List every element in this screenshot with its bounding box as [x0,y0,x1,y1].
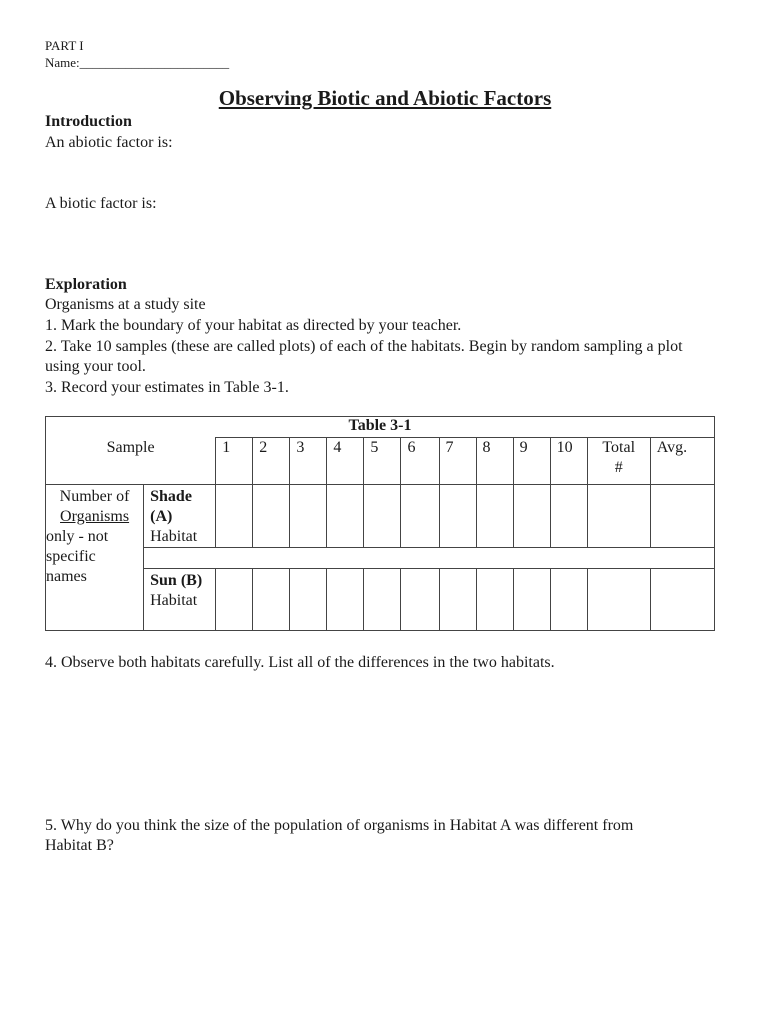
sun-avg-cell[interactable] [650,569,714,631]
plot-4-header: 4 [327,438,364,485]
plot-10-header: 10 [550,438,587,485]
shade-plot-5-cell[interactable] [364,485,401,548]
sun-plot-4-cell[interactable] [327,569,364,631]
table-caption: Table 3-1 [46,417,715,438]
shade-plot-2-cell[interactable] [253,485,290,548]
plot-3-header: 3 [290,438,327,485]
total-header-line-1: Total [602,439,636,456]
sun-plot-9-cell[interactable] [513,569,550,631]
sun-label-line-2: Habitat [150,592,198,609]
plot-1-header: 1 [216,438,253,485]
sample-header: Sample [46,438,216,485]
row-label-line-1: Number of [59,488,130,505]
step-2-line-1: 2. Take 10 samples (these are called plots) of each of the habitats. Begin by random sampling a plot [45,338,683,355]
sun-plot-2-cell[interactable] [253,569,290,631]
row-label-line-2: Organisms [60,508,130,525]
total-header-line-2: # [614,459,623,476]
shade-plot-8-cell[interactable] [476,485,513,548]
abiotic-factor-prompt: An abiotic factor is: [45,134,173,151]
shade-avg-cell[interactable] [650,485,714,548]
shade-plot-1-cell[interactable] [216,485,253,548]
sun-total-cell[interactable] [587,569,650,631]
sun-plot-3-cell[interactable] [290,569,327,631]
question-5-line-2: Habitat B? [45,837,114,854]
shade-plot-3-cell[interactable] [290,485,327,548]
sun-label-line-1: Sun (B) [150,572,203,589]
plot-8-header: 8 [476,438,513,485]
shade-plot-9-cell[interactable] [513,485,550,548]
part-label: PART I [45,38,84,53]
spacer-row [144,548,715,569]
question-5-line-1: 5. Why do you think the size of the population of organisms in Habitat A was different from [45,817,634,834]
exploration-subheading: Organisms at a study site [45,296,206,313]
shade-label-line-2: (A) [150,508,173,525]
total-header [587,438,650,485]
sun-plot-5-cell[interactable] [364,569,401,631]
row-label [46,485,144,631]
plot-6-header: 6 [401,438,439,485]
shade-plot-4-cell[interactable] [327,485,364,548]
shade-plot-6-cell[interactable] [401,485,439,548]
step-3: 3. Record your estimates in Table 3-1. [45,379,289,396]
shade-habitat-label [144,485,216,548]
sun-plot-1-cell[interactable] [216,569,253,631]
sun-plot-10-cell[interactable] [550,569,587,631]
plot-7-header: 7 [439,438,476,485]
step-2-line-2: using your tool. [45,358,146,375]
exploration-heading: Exploration [45,276,127,293]
introduction-heading: Introduction [45,113,132,130]
row-label-line-4: specific [46,548,96,565]
biotic-factor-prompt: A biotic factor is: [45,195,157,212]
name-field-label: Name:_______________________ [45,55,230,70]
plot-2-header: 2 [253,438,290,485]
shade-total-cell[interactable] [587,485,650,548]
shade-plot-7-cell[interactable] [439,485,476,548]
plot-5-header: 5 [364,438,401,485]
page-title: Observing Biotic and Abiotic Factors [218,86,552,110]
step-1: 1. Mark the boundary of your habitat as directed by your teacher. [45,317,462,334]
shade-label-line-3: Habitat [150,528,198,545]
question-4: 4. Observe both habitats carefully. List all of the differences in the two habitats. [45,654,555,671]
data-table [45,416,715,631]
plot-9-header: 9 [513,438,550,485]
shade-plot-10-cell[interactable] [550,485,587,548]
shade-label-line-1: Shade [150,488,192,505]
row-label-line-3: only - not [46,528,109,545]
sun-plot-6-cell[interactable] [401,569,439,631]
avg-header: Avg. [650,438,714,485]
sun-plot-7-cell[interactable] [439,569,476,631]
row-label-line-5: names [46,568,87,585]
sun-plot-8-cell[interactable] [476,569,513,631]
sun-habitat-label [144,569,216,631]
